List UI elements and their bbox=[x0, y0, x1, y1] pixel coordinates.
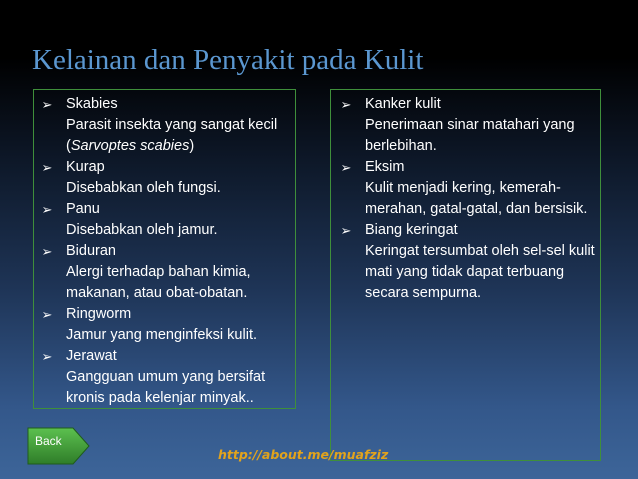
item-description: Gangguan umum yang bersifat kronis pada kelenjar minyak.. bbox=[66, 369, 266, 406]
item-description: Jamur yang menginfeksi kulit. bbox=[66, 327, 257, 343]
item-title: Biang keringat bbox=[365, 222, 458, 238]
item-description: Disebabkan oleh fungsi. bbox=[66, 180, 221, 196]
arrow-bullet-icon: ➢ bbox=[340, 160, 352, 175]
item-description: Keringat tersumbat oleh sel-sel kulit mati yang tidak dapat terbuang secara sempurna. bbox=[365, 243, 595, 301]
item-title: Skabies bbox=[66, 96, 118, 112]
list-item-ringworm bbox=[37, 304, 293, 346]
item-title: Kurap bbox=[66, 159, 105, 175]
list-item-eksim bbox=[336, 157, 598, 220]
list-item-biang-keringat bbox=[336, 220, 598, 304]
back-button[interactable] bbox=[27, 426, 91, 466]
arrow-bullet-icon: ➢ bbox=[41, 244, 53, 259]
list-item-kurap bbox=[37, 157, 293, 199]
arrow-bullet-icon: ➢ bbox=[41, 202, 53, 217]
item-description: Disebabkan oleh jamur. bbox=[66, 222, 218, 238]
item-title: Kanker kulit bbox=[365, 96, 441, 112]
right-disease-list bbox=[336, 94, 598, 304]
arrow-bullet-icon: ➢ bbox=[41, 349, 53, 364]
arrow-bullet-icon: ➢ bbox=[41, 160, 53, 175]
item-title: Jerawat bbox=[66, 348, 117, 364]
footer-link[interactable]: http://about.me/muafziz bbox=[218, 447, 389, 462]
scientific-name: Sarvoptes scabies bbox=[70, 138, 190, 154]
item-description: Kulit menjadi kering, kemerah-merahan, gatal-gatal, dan bersisik. bbox=[365, 180, 588, 217]
right-content-panel bbox=[330, 89, 601, 461]
item-title: Panu bbox=[66, 201, 100, 217]
list-item-biduran bbox=[37, 241, 293, 304]
item-description: Alergi terhadap bahan kimia, makanan, atau obat-obatan. bbox=[66, 264, 251, 301]
arrow-bullet-icon: ➢ bbox=[41, 307, 53, 322]
arrow-bullet-icon: ➢ bbox=[340, 97, 352, 112]
item-description: Penerimaan sinar matahari yang berlebihan. bbox=[365, 117, 575, 154]
arrow-bullet-icon: ➢ bbox=[340, 223, 352, 238]
list-item-panu bbox=[37, 199, 293, 241]
left-content-panel bbox=[33, 89, 296, 409]
slide-title: Kelainan dan Penyakit pada Kulit bbox=[32, 44, 424, 76]
item-title: Biduran bbox=[66, 243, 116, 259]
list-item-jerawat bbox=[37, 346, 293, 409]
list-item-skabies bbox=[37, 94, 293, 157]
list-item-kanker-kulit bbox=[336, 94, 598, 157]
item-title: Ringworm bbox=[66, 306, 132, 322]
left-disease-list bbox=[37, 94, 293, 409]
arrow-bullet-icon: ➢ bbox=[41, 97, 53, 112]
back-button-label: Back bbox=[35, 434, 62, 448]
item-title: Eksim bbox=[365, 159, 405, 175]
item-description: Parasit insekta yang sangat kecil (Sarvoptes scabies) bbox=[66, 117, 278, 154]
